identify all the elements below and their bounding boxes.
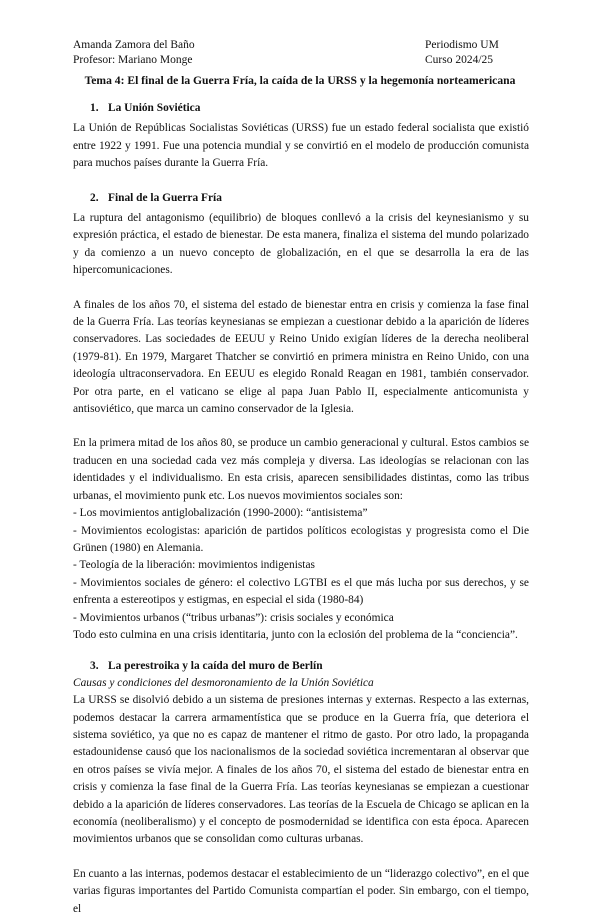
list-item: - Movimientos urbanos (“tribus urbanas”): crisis sociales y económica [73,611,394,624]
section-2-paragraph-1: La ruptura del antagonismo (equilibrio) de bloques conllevó a la crisis del keynesianismo y su expresión práctica, el estado de bienestar. De esta manera, finaliza el sistema del mundo polarizado y da comienzo a un nuevo concepto de globalización, en el que se desarrolla la era de las hipercomunicaciones. [73,212,529,277]
list-item: - Movimientos ecologistas: aparición de partidos políticos ecologistas y progresista como el Die Grünen (1980) en Alemania. [73,524,529,554]
section-2-paragraph-3: En la primera mitad de los años 80, se produce un cambio generacional y cultural. Estos cambios se traducen en una sociedad cada vez más compleja y diversa. Las ideologías se relacionan con las identidades y el individualismo. En esta crisis, aparecen sensibilidades distintas, como las tribus urbanas, el movimiento punk etc. Los nuevos movimientos sociales son: [73,437,529,502]
section-3-number: 3. [90,660,99,673]
header-left [73,38,195,67]
section-1-number: 1. [90,102,99,114]
section-3-subheading: Causas y condiciones del desmoronamiento de la Unión Soviética [73,676,374,689]
section-2-heading [90,190,529,207]
document-body [73,100,529,918]
header-right [425,38,499,67]
list-item: - Movimientos sociales de género: el colectivo LGTBI es el que más lucha por sus derechos, y se enfrenta a estereotipos y estigmas, en especial el sida (1980-84) [73,576,529,607]
section-2-title: Final de la Guerra Fría [108,191,222,204]
section-3-title: La perestroika y la caída del muro de Berlín [108,660,323,673]
course-year: Curso 2024/25 [425,53,494,66]
section-2-paragraph-2: A finales de los años 70, el sistema del estado de bienestar entra en crisis y comienza la fase final de la Guerra Fría. Las teorías keynesianas se empiezan a cuestionar debido a la aparición de líderes conservadores. Las sociedades de EEUU y Reino Unido exigían líderes de la derecha neoliberal (1979-81). En 1979, Margaret Thatcher se convirtió en primera ministra en Reino Unido, con una ideología ultraconservadora. En EEUU es elegido Ronald Reagan en 1981, también conservador. Por otra parte, en el vaticano se elige al papa Juan Pablo II, especialmente anticomunista y antisoviético, que marca un camino conservador de la Iglesia. [73,298,529,416]
section-2-number: 2. [90,191,99,204]
list-item: - Los movimientos antiglobalización (1990-2000): “antisistema” [73,507,368,520]
professor-name: Profesor: Mariano Monge [73,53,193,66]
section-1-paragraph: La Unión de Repúblicas Socialistas Soviéticas (URSS) fue un estado federal socialista que existió entre 1922 y 1991. Fue una potencia mundial y se convirtió en el modelo de producción comunista para muchos países durante la Guerra Fría. [73,122,529,170]
list-item: - Teología de la liberación: movimientos indigenistas [73,559,315,572]
document-title: Tema 4: El final de la Guerra Fría, la caída de la URSS y la hegemonía norteamericana [84,74,516,87]
section-3-paragraph-2: En cuanto a las internas, podemos destacar el establecimiento de un “liderazgo colectivo”, en el que varias figuras importantes del Partido Comunista compartían el poder. Sin embargo, con el tiempo, el [73,867,529,915]
section-1-title: La Unión Soviética [108,102,201,114]
course-name: Periodismo UM [425,39,499,51]
section-3-heading [90,658,529,675]
section-2-closing: Todo esto culmina en una crisis identitaria, junto con la eclosión del problema de la “conciencia”. [73,628,518,641]
section-1-heading [90,100,529,117]
author-name: Amanda Zamora del Baño [73,39,195,51]
section-3-paragraph-1: La URSS se disolvió debido a un sistema de presiones internas y externas. Respecto a las externas, podemos destacar la carrera armamentística que se produce en la Guerra fría, que deteriora el sistema soviético, ya que no es capaz de mantener el ritmo de gasto. Por otro lado, la propaganda estadounidense causó que los nacionalismos de la sociedad soviética incrementaran al observar que en otros países se vivía mejor. A finales de los años 70, el sistema del estado de bienestar entra en crisis y comienza la fase final de la Guerra Fría. Las teorías keynesianas se empiezan a cuestionar debido a la aparición de líderes conservadores. Las teorías de la Escuela de Chicago se aplican en la economía (neoliberalismo) y el concepto de posmodernidad se identifica con esta época. Aparecen movimientos urbanos que se consolidan como culturas urbanas. [73,694,529,846]
